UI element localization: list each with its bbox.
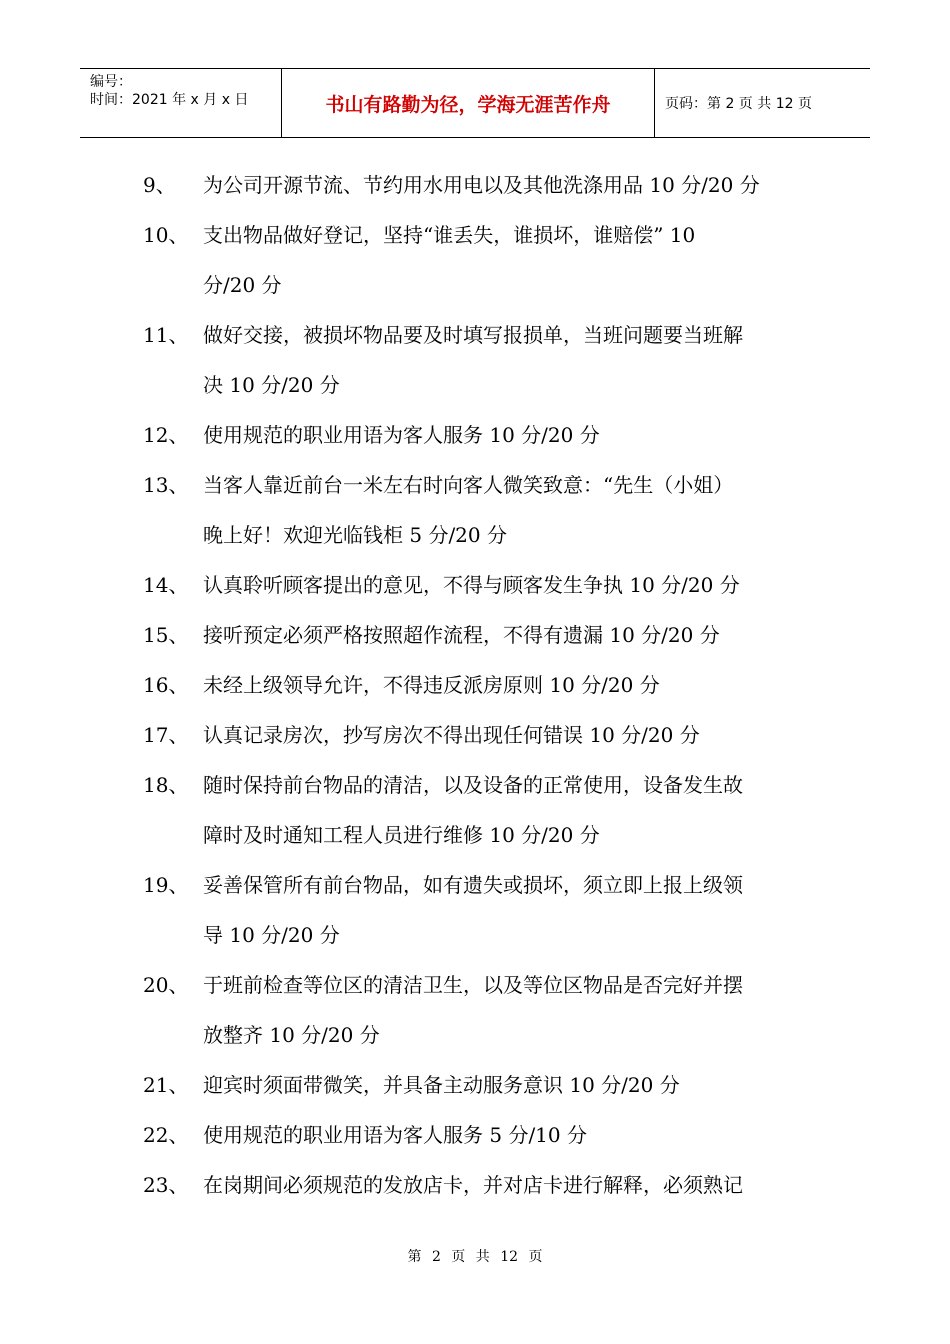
item-text-line: 做好交接，被损坏物品要及时填写报损单，当班问题要当班解 (203, 323, 743, 347)
item-number: 20、 (143, 973, 189, 997)
item-text-line: 在岗期间必须规范的发放店卡，并对店卡进行解释，必须熟记 (203, 1173, 743, 1197)
item-text-line: 接听预定必须严格按照超作流程，不得有遗漏 10 分/20 分 (203, 623, 720, 647)
item-text (203, 610, 808, 660)
item-text-line: 妥善保管所有前台物品，如有遗失或损坏，须立即上报上级领 (203, 873, 743, 897)
header-page-info: 页码：第 2 页 共 12 页 (665, 96, 812, 112)
item-number: 23、 (143, 1173, 189, 1197)
item-text (203, 410, 808, 460)
item-number: 18、 (143, 773, 189, 797)
item-number: 19、 (143, 873, 189, 897)
list-item (0, 310, 950, 410)
item-text-line: 导 10 分/20 分 (203, 923, 340, 947)
item-text (203, 660, 808, 710)
item-text-line: 决 10 分/20 分 (203, 373, 340, 397)
item-text (203, 310, 808, 410)
list-item (0, 460, 950, 560)
list-item (0, 760, 950, 860)
item-text-line: 放整齐 10 分/20 分 (203, 1023, 380, 1047)
item-text (203, 1060, 808, 1110)
item-text (203, 960, 808, 1060)
item-text-line: 随时保持前台物品的清洁，以及设备的正常使用，设备发生故 (203, 773, 743, 797)
page-header (80, 68, 870, 138)
item-text (203, 210, 808, 310)
list-item (0, 960, 950, 1060)
item-text-line: 障时及时通知工程人员进行维修 10 分/20 分 (203, 823, 600, 847)
item-text-line: 未经上级领导允许，不得违反派房原则 10 分/20 分 (203, 673, 660, 697)
item-text (203, 1110, 808, 1160)
item-number: 9、 (143, 173, 176, 197)
item-number: 14、 (143, 573, 189, 597)
list-item (0, 160, 950, 210)
list-item (0, 1060, 950, 1110)
item-text-line: 当客人靠近前台一米左右时向客人微笑致意：“先生（小姐） (203, 473, 734, 497)
date-label: 时间：2021 年 x 月 x 日 (90, 92, 249, 108)
item-text-line: 迎宾时须面带微笑，并具备主动服务意识 10 分/20 分 (203, 1073, 680, 1097)
item-text-line: 为公司开源节流、节约用水用电以及其他洗涤用品 10 分/20 分 (203, 173, 760, 197)
item-number: 13、 (143, 473, 189, 497)
item-number: 10、 (143, 223, 189, 247)
item-text (203, 760, 808, 860)
item-text (203, 160, 808, 210)
item-text-line: 支出物品做好登记，坚持“谁丢失，谁损坏，谁赔偿” 10 (203, 223, 696, 247)
item-text (203, 1160, 808, 1210)
item-number: 11、 (143, 323, 189, 347)
item-number: 16、 (143, 673, 189, 697)
item-text-line: 晚上好！欢迎光临钱柜 5 分/20 分 (203, 523, 507, 547)
header-motto: 书山有路勤为径，学海无涯苦作舟 (282, 69, 655, 137)
item-number: 15、 (143, 623, 189, 647)
list-item (0, 560, 950, 610)
item-text-line: 使用规范的职业用语为客人服务 5 分/10 分 (203, 1123, 587, 1147)
page-footer: 第 2 页 共 12 页 (407, 1249, 543, 1265)
list-item (0, 1160, 950, 1210)
item-text-line: 分/20 分 (203, 273, 282, 297)
number-label: 编号： (90, 74, 132, 90)
item-text (203, 560, 808, 610)
item-text-line: 认真记录房次，抄写房次不得出现任何错误 10 分/20 分 (203, 723, 700, 747)
list-item (0, 610, 950, 660)
list-item (0, 410, 950, 460)
header-meta (80, 69, 282, 137)
list-item (0, 660, 950, 710)
list-item (0, 210, 950, 310)
item-text-line: 认真聆听顾客提出的意见，不得与顾客发生争执 10 分/20 分 (203, 573, 740, 597)
item-number: 22、 (143, 1123, 189, 1147)
item-number: 21、 (143, 1073, 189, 1097)
item-text-line: 使用规范的职业用语为客人服务 10 分/20 分 (203, 423, 600, 447)
item-text (203, 460, 808, 560)
item-text (203, 860, 808, 960)
document-body (0, 160, 950, 1210)
list-item (0, 1110, 950, 1160)
item-text-line: 于班前检查等位区的清洁卫生，以及等位区物品是否完好并摆 (203, 973, 743, 997)
item-number: 17、 (143, 723, 189, 747)
list-item (0, 710, 950, 760)
list-item (0, 860, 950, 960)
item-text (203, 710, 808, 760)
item-number: 12、 (143, 423, 189, 447)
